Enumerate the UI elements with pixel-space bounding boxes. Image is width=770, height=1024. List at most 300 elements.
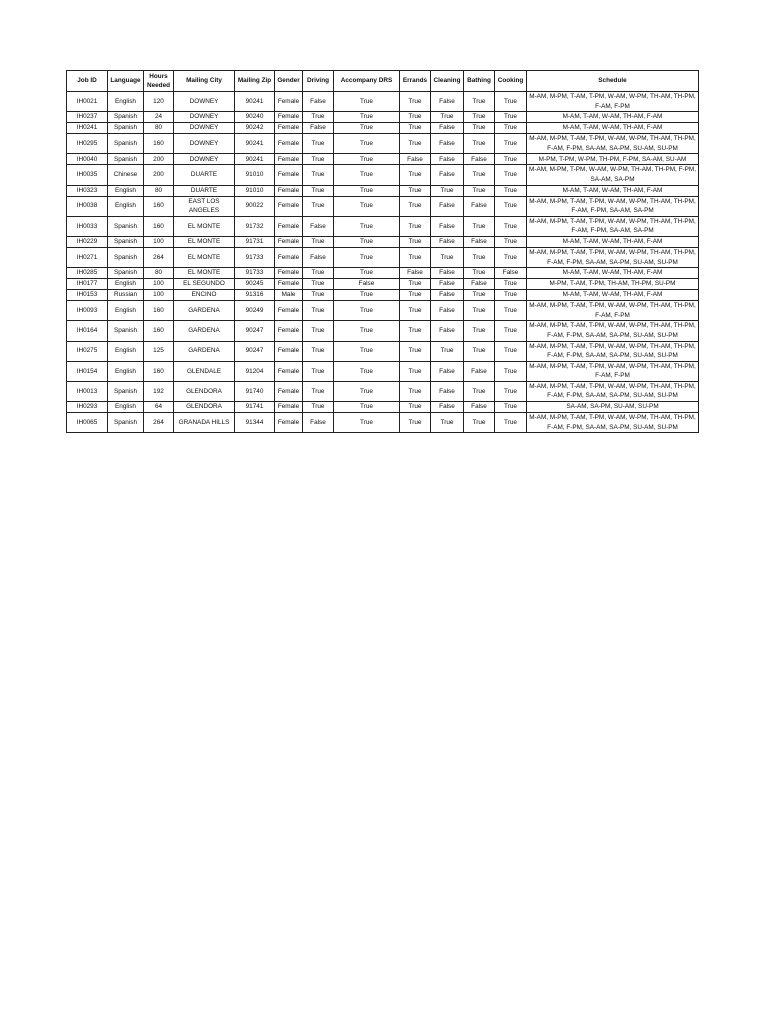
table-cell: English (108, 185, 144, 196)
table-cell: GARDENA (174, 301, 235, 321)
table-cell: Spanish (108, 247, 144, 267)
table-cell: True (334, 290, 400, 301)
table-cell: 91010 (235, 185, 275, 196)
table-cell: True (334, 134, 400, 154)
table-cell: False (431, 402, 464, 413)
table-cell: Female (275, 92, 303, 112)
table-cell: Female (275, 216, 303, 236)
table-cell: IH0177 (67, 279, 108, 290)
table-cell: True (400, 123, 431, 134)
table-cell: True (464, 290, 495, 301)
table-cell: English (108, 341, 144, 361)
table-cell: True (400, 361, 431, 381)
table-cell: True (464, 165, 495, 185)
table-cell: GARDENA (174, 341, 235, 361)
table-cell: EL MONTE (174, 268, 235, 279)
table-cell: Female (275, 341, 303, 361)
table-cell: 160 (144, 321, 174, 341)
table-cell: 120 (144, 92, 174, 112)
table-cell: GLENDORA (174, 402, 235, 413)
table-cell: False (400, 154, 431, 165)
table-cell: 192 (144, 381, 174, 401)
table-cell: M-AM, T-AM, W-AM, TH-AM, F-AM (527, 236, 699, 247)
table-cell: Spanish (108, 321, 144, 341)
table-cell: False (495, 268, 527, 279)
table-cell: DOWNEY (174, 134, 235, 154)
table-cell: True (464, 341, 495, 361)
table-cell: True (464, 123, 495, 134)
table-cell: 90241 (235, 154, 275, 165)
table-cell: True (495, 341, 527, 361)
table-cell: True (303, 196, 334, 216)
table-cell: False (431, 279, 464, 290)
table-cell: True (400, 301, 431, 321)
table-cell: True (303, 134, 334, 154)
table-cell: Female (275, 381, 303, 401)
column-header: Mailing Zip (235, 71, 275, 92)
table-cell: Female (275, 112, 303, 123)
table-cell: True (334, 216, 400, 236)
table-cell: 91733 (235, 247, 275, 267)
table-cell: Female (275, 165, 303, 185)
table-cell: M-PM, T-PM, W-PM, TH-PM, F-PM, SA-AM, SU-AM (527, 154, 699, 165)
table-cell: Female (275, 185, 303, 196)
table-cell: True (303, 165, 334, 185)
table-cell: 90240 (235, 112, 275, 123)
table-cell: 91010 (235, 165, 275, 185)
table-row (67, 165, 699, 185)
table-cell: IH0229 (67, 236, 108, 247)
table-cell: False (303, 216, 334, 236)
table-cell: False (431, 216, 464, 236)
table-cell: True (400, 216, 431, 236)
table-cell: IH0275 (67, 341, 108, 361)
table-cell: Female (275, 154, 303, 165)
table-cell: False (431, 290, 464, 301)
table-cell: 90247 (235, 341, 275, 361)
table-cell: True (334, 341, 400, 361)
table-cell: False (464, 279, 495, 290)
table-cell: True (303, 361, 334, 381)
table-row (67, 236, 699, 247)
table-cell: EL MONTE (174, 216, 235, 236)
table-cell: 91741 (235, 402, 275, 413)
table-cell: True (334, 247, 400, 267)
table-cell: Russian (108, 290, 144, 301)
table-cell: Spanish (108, 268, 144, 279)
table-cell: Female (275, 279, 303, 290)
table-cell: True (495, 290, 527, 301)
table-cell: True (400, 290, 431, 301)
table-row (67, 290, 699, 301)
table-cell: True (464, 112, 495, 123)
table-cell: True (334, 92, 400, 112)
table-cell: True (495, 402, 527, 413)
table-cell: True (303, 279, 334, 290)
table-cell: IH0271 (67, 247, 108, 267)
table-cell: True (464, 268, 495, 279)
table-cell: True (464, 381, 495, 401)
table-cell: True (334, 301, 400, 321)
table-cell: DOWNEY (174, 154, 235, 165)
table-cell: True (464, 321, 495, 341)
table-cell: False (303, 413, 334, 433)
table-cell: 264 (144, 413, 174, 433)
table-cell: IH0237 (67, 112, 108, 123)
table-cell: True (334, 321, 400, 341)
table-cell: True (303, 154, 334, 165)
table-row (67, 321, 699, 341)
table-cell: Chinese (108, 165, 144, 185)
table-cell: True (400, 341, 431, 361)
table-cell: False (431, 154, 464, 165)
table-cell: IH0241 (67, 123, 108, 134)
table-cell: True (431, 247, 464, 267)
table-cell: IH0033 (67, 216, 108, 236)
table-cell: True (464, 92, 495, 112)
table-cell: True (334, 185, 400, 196)
table-cell: True (303, 321, 334, 341)
table-cell: True (400, 185, 431, 196)
table-row (67, 361, 699, 381)
table-cell: True (495, 321, 527, 341)
table-cell: DUARTE (174, 165, 235, 185)
table-cell: True (400, 92, 431, 112)
table-cell: True (334, 268, 400, 279)
table-row (67, 216, 699, 236)
table-cell: False (303, 92, 334, 112)
table-row (67, 279, 699, 290)
table-cell: M-AM, M-PM, T-AM, T-PM, W-AM, W-PM, TH-AM, TH-PM, F-AM, F-PM, SA-AM, SA-PM, SU-AM, SU-PM (527, 247, 699, 267)
table-cell: Spanish (108, 413, 144, 433)
table-cell: M-AM, M-PM, T-AM, T-PM, W-AM, W-PM, TH-AM, TH-PM, F-AM, F-PM, SA-AM, SA-PM (527, 216, 699, 236)
table-cell: 91740 (235, 381, 275, 401)
table-cell: 91732 (235, 216, 275, 236)
job-table (66, 70, 699, 433)
table-cell: GLENDORA (174, 381, 235, 401)
table-cell: 160 (144, 216, 174, 236)
table-cell: Female (275, 268, 303, 279)
table-cell: IH0093 (67, 301, 108, 321)
table-cell: True (495, 247, 527, 267)
table-cell: True (303, 185, 334, 196)
table-cell: False (303, 123, 334, 134)
table-cell: IH0323 (67, 185, 108, 196)
table-cell: True (431, 413, 464, 433)
table-cell: True (303, 112, 334, 123)
table-cell: Spanish (108, 154, 144, 165)
table-cell: Female (275, 301, 303, 321)
column-header: Gender (275, 71, 303, 92)
table-row (67, 341, 699, 361)
table-cell: M-AM, M-PM, T-AM, T-PM, W-AM, W-PM, TH-AM, TH-PM, F-AM, F-PM, SA-AM, SA-PM (527, 196, 699, 216)
table-cell: False (464, 236, 495, 247)
table-cell: 91344 (235, 413, 275, 433)
column-header: Bathing (464, 71, 495, 92)
table-cell: True (334, 154, 400, 165)
table-cell: True (464, 216, 495, 236)
table-cell: 91733 (235, 268, 275, 279)
table-cell: IH0293 (67, 402, 108, 413)
table-cell: 80 (144, 185, 174, 196)
table-cell: True (495, 381, 527, 401)
table-cell: Spanish (108, 381, 144, 401)
table-cell: True (495, 301, 527, 321)
table-cell: False (431, 301, 464, 321)
table-cell: True (400, 196, 431, 216)
table-cell: True (495, 154, 527, 165)
table-cell: Female (275, 413, 303, 433)
table-cell: 100 (144, 279, 174, 290)
table-cell: True (495, 112, 527, 123)
table-cell: True (400, 165, 431, 185)
table-cell: M-AM, M-PM, T-AM, T-PM, W-AM, W-PM, TH-AM, TH-PM, F-AM, F-PM (527, 92, 699, 112)
table-cell: True (400, 402, 431, 413)
table-cell: M-AM, M-PM, T-AM, T-PM, W-AM, W-PM, TH-AM, TH-PM, F-AM, F-PM, SA-AM, SA-PM, SU-AM, SU-PM (527, 321, 699, 341)
table-cell: English (108, 196, 144, 216)
table-cell: False (431, 236, 464, 247)
table-cell: False (464, 402, 495, 413)
table-cell: English (108, 279, 144, 290)
table-cell: True (495, 361, 527, 381)
table-cell: M-AM, M-PM, T-AM, T-PM, W-AM, W-PM, TH-AM, TH-PM, F-AM, F-PM (527, 301, 699, 321)
column-header: Cleaning (431, 71, 464, 92)
table-cell: 90022 (235, 196, 275, 216)
table-cell: DOWNEY (174, 123, 235, 134)
table-cell: IH0038 (67, 196, 108, 216)
table-cell: Spanish (108, 216, 144, 236)
table-cell: True (495, 185, 527, 196)
table-cell: False (431, 268, 464, 279)
table-cell: True (495, 196, 527, 216)
table-cell: True (495, 236, 527, 247)
table-cell: True (334, 361, 400, 381)
table-cell: EL SEGUNDO (174, 279, 235, 290)
table-cell: True (334, 381, 400, 401)
table-cell: M-AM, M-PM, T-AM, T-PM, W-AM, W-PM, TH-AM, TH-PM, F-AM, F-PM (527, 361, 699, 381)
table-cell: True (334, 402, 400, 413)
job-table-sheet (66, 70, 698, 433)
table-cell: DOWNEY (174, 92, 235, 112)
table-cell: 125 (144, 341, 174, 361)
table-cell: GRANADA HILLS (174, 413, 235, 433)
table-cell: False (464, 154, 495, 165)
table-cell: True (303, 381, 334, 401)
table-cell: True (495, 92, 527, 112)
header-row (67, 71, 699, 92)
table-cell: English (108, 361, 144, 381)
table-cell: Spanish (108, 134, 144, 154)
table-cell: True (334, 196, 400, 216)
table-cell: True (400, 112, 431, 123)
table-cell: M-AM, T-AM, W-AM, TH-AM, F-AM (527, 112, 699, 123)
table-cell: True (495, 413, 527, 433)
table-cell: Female (275, 321, 303, 341)
table-cell: True (400, 279, 431, 290)
table-cell: True (400, 381, 431, 401)
table-cell: True (464, 247, 495, 267)
table-row (67, 247, 699, 267)
table-row (67, 112, 699, 123)
table-cell: IH0164 (67, 321, 108, 341)
table-cell: 24 (144, 112, 174, 123)
table-cell: 160 (144, 196, 174, 216)
table-cell: English (108, 301, 144, 321)
table-cell: GARDENA (174, 321, 235, 341)
table-cell: False (303, 247, 334, 267)
table-row (67, 381, 699, 401)
table-cell: True (334, 112, 400, 123)
table-cell: IH0035 (67, 165, 108, 185)
table-cell: 200 (144, 154, 174, 165)
table-cell: True (464, 134, 495, 154)
table-cell: Spanish (108, 112, 144, 123)
table-cell: True (303, 301, 334, 321)
table-cell: True (495, 216, 527, 236)
table-cell: True (334, 236, 400, 247)
table-cell: 91204 (235, 361, 275, 381)
table-cell: False (464, 361, 495, 381)
table-cell: M-AM, M-PM, T-AM, T-PM, W-AM, W-PM, TH-AM, TH-PM, F-AM, F-PM, SA-AM, SA-PM, SU-AM, SU-PM (527, 381, 699, 401)
table-cell: English (108, 92, 144, 112)
table-row (67, 134, 699, 154)
table-cell: False (431, 165, 464, 185)
table-cell: True (495, 165, 527, 185)
table-cell: False (400, 268, 431, 279)
table-cell: True (334, 123, 400, 134)
table-cell: True (400, 236, 431, 247)
table-cell: True (431, 341, 464, 361)
column-header: Schedule (527, 71, 699, 92)
table-cell: 100 (144, 290, 174, 301)
table-cell: M-AM, T-AM, W-AM, TH-AM, F-AM (527, 268, 699, 279)
table-cell: False (431, 196, 464, 216)
table-cell: True (464, 413, 495, 433)
table-row (67, 123, 699, 134)
table-cell: False (334, 279, 400, 290)
column-header: Job ID (67, 71, 108, 92)
table-row (67, 196, 699, 216)
table-cell: SA-AM, SA-PM, SU-AM, SU-PM (527, 402, 699, 413)
table-cell: True (464, 185, 495, 196)
table-cell: False (431, 134, 464, 154)
table-cell: IH0065 (67, 413, 108, 433)
table-cell: IH0153 (67, 290, 108, 301)
table-cell: DOWNEY (174, 112, 235, 123)
table-cell: 264 (144, 247, 174, 267)
table-cell: M-AM, M-PM, T-AM, T-PM, W-AM, W-PM, TH-AM, TH-PM, F-AM, F-PM, SA-AM, SA-PM, SU-AM, SU-PM (527, 341, 699, 361)
table-cell: True (303, 290, 334, 301)
table-row (67, 92, 699, 112)
table-cell: True (431, 112, 464, 123)
table-cell: 64 (144, 402, 174, 413)
column-header: Errands (400, 71, 431, 92)
table-row (67, 413, 699, 433)
table-cell: IH0154 (67, 361, 108, 381)
table-cell: EL MONTE (174, 236, 235, 247)
table-cell: True (303, 268, 334, 279)
table-cell: 160 (144, 361, 174, 381)
table-cell: True (303, 402, 334, 413)
table-cell: True (400, 413, 431, 433)
table-cell: Spanish (108, 236, 144, 247)
table-cell: 90249 (235, 301, 275, 321)
table-cell: False (431, 123, 464, 134)
table-cell: Female (275, 247, 303, 267)
table-cell: True (303, 236, 334, 247)
column-header: Cooking (495, 71, 527, 92)
table-cell: False (431, 92, 464, 112)
table-cell: True (495, 134, 527, 154)
table-cell: 90245 (235, 279, 275, 290)
table-cell: M-AM, M-PM, T-PM, W-AM, W-PM, TH-AM, TH-PM, F-PM, SA-AM, SA-PM (527, 165, 699, 185)
table-body (67, 92, 699, 433)
column-header: Hours Needed (144, 71, 174, 92)
table-cell: False (464, 196, 495, 216)
table-cell: Male (275, 290, 303, 301)
table-cell: 90241 (235, 92, 275, 112)
table-cell: M-AM, T-AM, W-AM, TH-AM, F-AM (527, 185, 699, 196)
table-cell: IH0021 (67, 92, 108, 112)
table-cell: M-AM, T-AM, W-AM, TH-AM, F-AM (527, 123, 699, 134)
table-cell: English (108, 402, 144, 413)
table-cell: True (303, 341, 334, 361)
column-header: Driving (303, 71, 334, 92)
column-header: Language (108, 71, 144, 92)
table-cell: True (464, 301, 495, 321)
table-cell: 90242 (235, 123, 275, 134)
table-cell: Female (275, 236, 303, 247)
table-cell: 160 (144, 301, 174, 321)
table-cell: False (431, 361, 464, 381)
table-row (67, 402, 699, 413)
table-cell: IH0013 (67, 381, 108, 401)
table-row (67, 154, 699, 165)
table-cell: EAST LOS ANGELES (174, 196, 235, 216)
table-cell: Female (275, 134, 303, 154)
table-cell: True (431, 185, 464, 196)
table-cell: 90247 (235, 321, 275, 341)
table-cell: M-PM, T-AM, T-PM, TH-AM, TH-PM, SU-PM (527, 279, 699, 290)
table-cell: IH0295 (67, 134, 108, 154)
table-cell: Spanish (108, 123, 144, 134)
table-cell: Female (275, 123, 303, 134)
table-cell: True (495, 123, 527, 134)
table-cell: True (400, 247, 431, 267)
table-cell: EL MONTE (174, 247, 235, 267)
table-cell: Female (275, 196, 303, 216)
table-cell: 90241 (235, 134, 275, 154)
table-cell: ENCINO (174, 290, 235, 301)
table-cell: False (431, 321, 464, 341)
table-cell: 100 (144, 236, 174, 247)
table-row (67, 268, 699, 279)
table-cell: True (334, 413, 400, 433)
table-cell: False (431, 381, 464, 401)
table-cell: GLENDALE (174, 361, 235, 381)
table-row (67, 185, 699, 196)
table-cell: Female (275, 402, 303, 413)
table-cell: 80 (144, 268, 174, 279)
table-cell: IH0285 (67, 268, 108, 279)
table-cell: True (495, 279, 527, 290)
table-cell: 80 (144, 123, 174, 134)
table-cell: M-AM, M-PM, T-AM, T-PM, W-AM, W-PM, TH-AM, TH-PM, F-AM, F-PM, SA-AM, SA-PM, SU-AM, SU-PM (527, 134, 699, 154)
table-cell: True (334, 165, 400, 185)
table-cell: 91731 (235, 236, 275, 247)
table-cell: True (400, 134, 431, 154)
table-cell: 200 (144, 165, 174, 185)
